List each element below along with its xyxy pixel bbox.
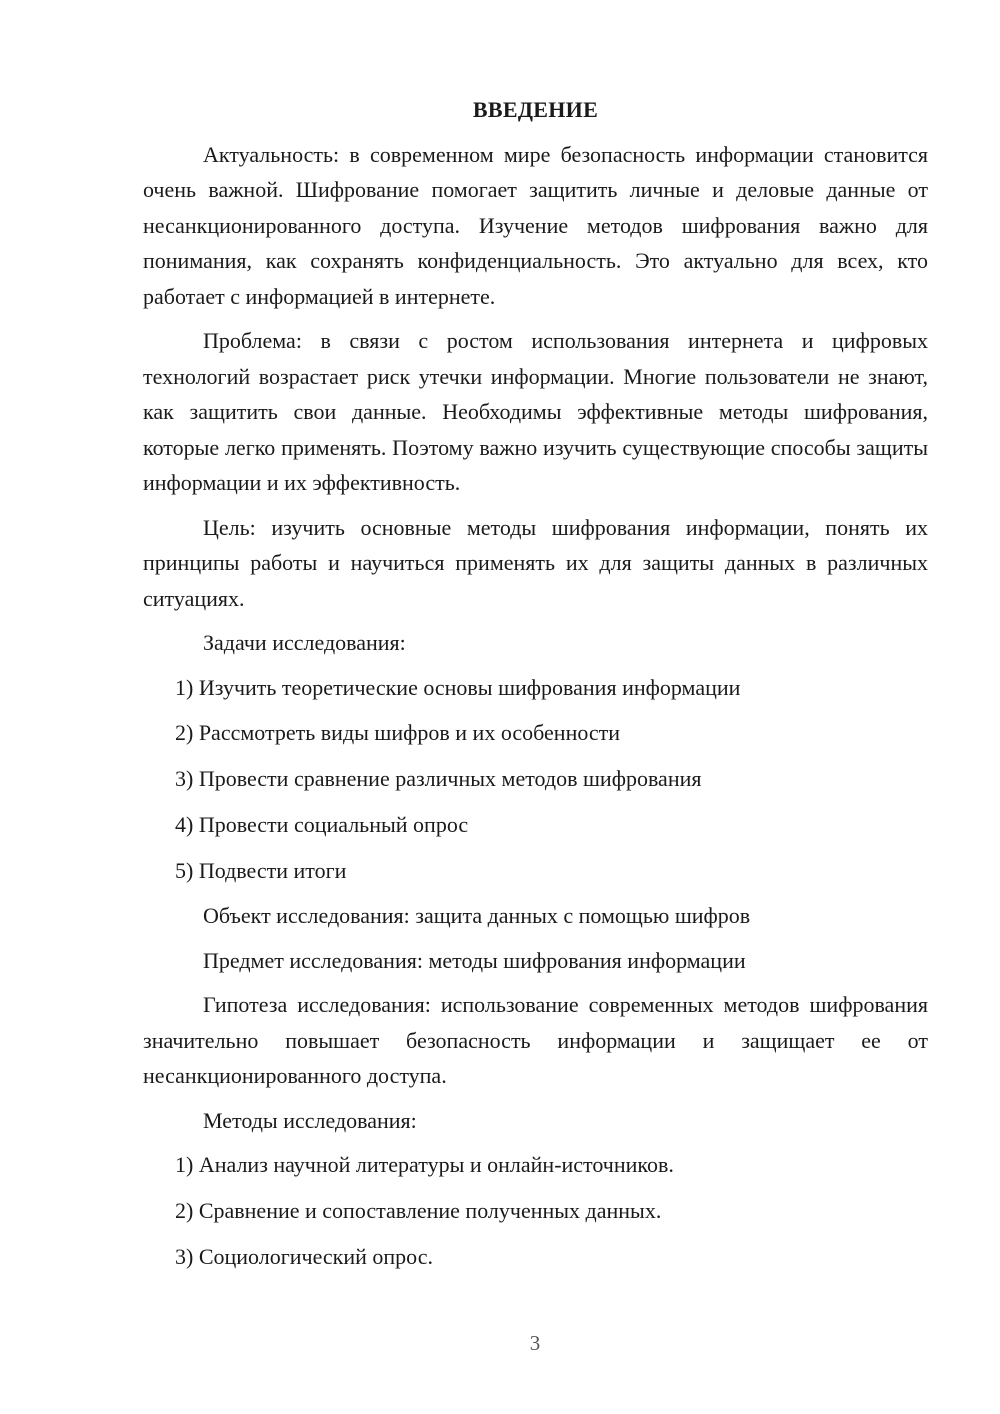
list-item: 2) Рассмотреть виды шифров и их особенности [175, 720, 621, 746]
document-body [143, 92, 928, 1285]
list-item: 3) Социологический опрос. [175, 1244, 433, 1270]
list-item: 5) Подвести итоги [175, 857, 347, 883]
goal-paragraph: Цель: изучить основные методы шифрования информации, понять их принципы работы и научиться применять их для защиты данных в различных ситуациях. [143, 514, 928, 611]
list-item: 1) Анализ научной литературы и онлайн-источников. [175, 1152, 674, 1178]
list-item: 4) Провести социальный опрос [175, 811, 469, 837]
section-title: ВВЕДЕНИЕ [472, 97, 599, 122]
problem-paragraph: Проблема: в связи с ростом использования интернета и цифровых технологий возрастает риск утечки информации. Многие пользователи не знают, как защитить свои данные. Необходимы эффективные методы шифрования, которые легко применять. Поэтому важно изучить существующие способы защиты информации и их эффективность. [143, 328, 928, 495]
relevance-paragraph: Актуальность: в современном мире безопасность информации становится очень важной. Шифрование помогает защитить личные и деловые данные от несанкционированного доступа. Изучение методов шифрования важно для понимания, как сохранять конфиденциальность. Это актуально для всех, кто работает с информацией в интернете. [143, 141, 928, 309]
subject-line: Предмет исследования: методы шифрования информации [203, 947, 746, 973]
methods-heading: Методы исследования: [203, 1107, 417, 1133]
list-item: 1) Изучить теоретические основы шифрования информации [175, 674, 741, 700]
hypothesis-paragraph: Гипотеза исследования: использование современных методов шифрования значительно повышает безопасность информации и защищает ее от несанкционированного доступа. [143, 992, 928, 1089]
tasks-heading: Задачи исследования: [203, 630, 406, 655]
list-item: 2) Сравнение и сопоставление полученных данных. [175, 1198, 662, 1224]
tasks-list [143, 670, 928, 889]
methods-list [143, 1147, 928, 1274]
object-line: Объект исследования: защита данных с помощью шифров [203, 903, 751, 929]
page-number: 3 [529, 1331, 541, 1355]
list-item: 3) Провести сравнение различных методов шифрования [175, 766, 702, 792]
